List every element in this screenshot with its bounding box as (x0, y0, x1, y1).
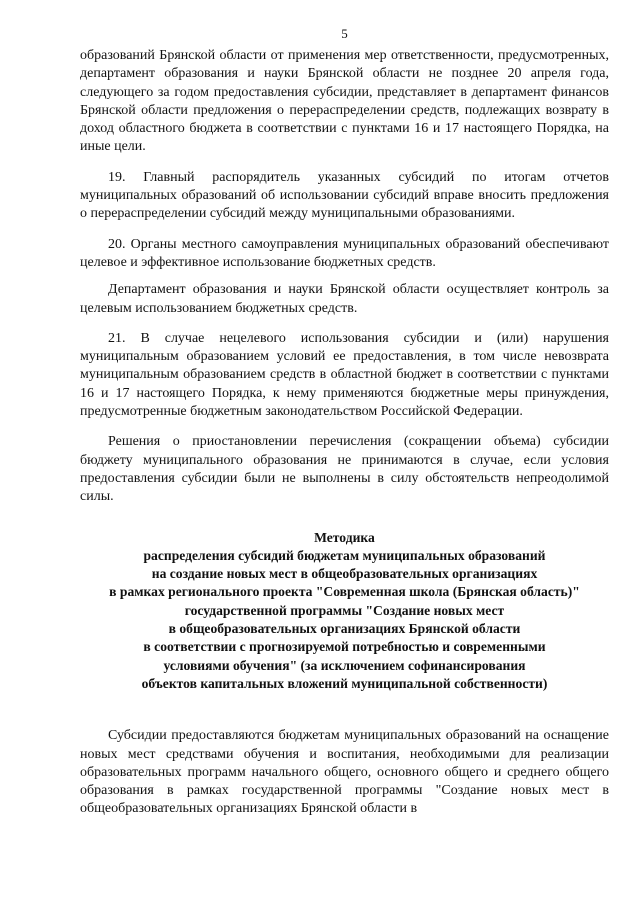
methodology-title-line: государственной программы "Создание новых мест (184, 602, 505, 618)
methodology-title-line: распределения субсидий бюджетам муниципальных образований (143, 547, 546, 563)
paragraph-suspension: Решения о приостановлении перечисления (сокращении объема) субсидии бюджету муниципального образования не принимаются в случае, если условия предоставления субсидии были не выполнены в силу обстоятельств непреодолимой силы. (80, 434, 609, 505)
paragraph-19: 19. Главный распорядитель указанных субсидий по итогам отчетов муниципальных образований об использовании субсидий вправе вносить предложения о перераспределении субсидий между муниципальными образованиями. (80, 169, 609, 222)
methodology-title-line: условиями обучения" (за исключением софинансирования (163, 657, 526, 673)
methodology-title-line: объектов капитальных вложений муниципальной собственности) (141, 675, 548, 691)
methodology-title-line: в соответствии с прогнозируемой потребностью и современными (143, 639, 546, 655)
paragraph-continuation: образований Брянской области от применения мер ответственности, предусмотренных, департамент образования и науки Брянской области не позднее 20 апреля года, следующего за годом предоставления субсидии, представляет в департамент финансов Брянской области предложения о перераспределении средств, подлежащих возврату в доход областного бюджета в соответствии с пунктами 16 и 17 настоящего Порядка, на иные цели. (80, 48, 609, 155)
methodology-title-line: на создание новых мест в общеобразовательных организациях (151, 566, 538, 582)
methodology-title-line: в рамках регионального проекта "Современная школа (Брянская область)" (109, 584, 580, 600)
methodology-heading: Методика (314, 529, 375, 545)
methodology-title-line: в общеобразовательных организациях Брянской области (168, 621, 521, 637)
methodology-title-block (80, 529, 609, 694)
paragraph-20: 20. Органы местного самоуправления муниципальных образований обеспечивают целевое и эффективное использование бюджетных средств. (80, 236, 609, 270)
paragraph-control: Департамент образования и науки Брянской области осуществляет контроль за целевым использованием бюджетных средств. (80, 282, 609, 316)
paragraph-21: 21. В случае нецелевого использования субсидии и (или) нарушения муниципальным образованием условий ее предоставления, в том числе невозврата муниципальным образованием средств в областной бюджет в соответствии с пунктами 16 и 17 настоящего Порядка, к нему применяются бюджетные меры принуждения, предусмотренные бюджетным законодательством Российской Федерации. (80, 330, 609, 420)
page-number: 5 (341, 26, 348, 41)
paragraph-subsidies: Субсидии предоставляются бюджетам муниципальных образований на оснащение новых мест средствами обучения и воспитания, необходимыми для реализации образовательных программ начального общего, основного общего и среднего общего образования в рамках государственной программы "Создание новых мест в общеобразовательных организациях Брянской области в (80, 728, 609, 817)
